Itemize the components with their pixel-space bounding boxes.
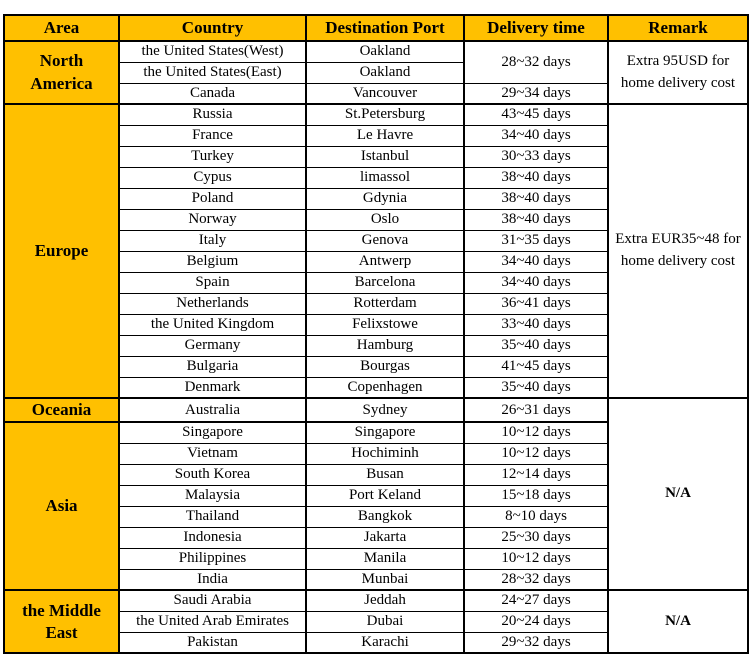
port-cell: Jakarta [306,527,464,548]
country-cell: Malaysia [119,485,306,506]
delivery-cell: 38~40 days [464,167,608,188]
country-cell: Philippines [119,548,306,569]
delivery-cell: 15~18 days [464,485,608,506]
delivery-cell: 33~40 days [464,314,608,335]
delivery-cell: 25~30 days [464,527,608,548]
delivery-cell: 29~34 days [464,83,608,104]
delivery-cell: 38~40 days [464,188,608,209]
country-cell: Singapore [119,422,306,443]
remark-cell-middle-east: N/A [608,590,748,653]
country-cell: the United Arab Emirates [119,611,306,632]
delivery-cell: 34~40 days [464,272,608,293]
delivery-cell: 34~40 days [464,251,608,272]
country-cell: Indonesia [119,527,306,548]
country-cell: Denmark [119,377,306,398]
shipping-delivery-table [3,14,749,654]
port-cell: Copenhagen [306,377,464,398]
port-cell: Busan [306,464,464,485]
delivery-cell: 29~32 days [464,632,608,653]
remark-cell-europe: Extra EUR35~48 for home delivery cost [608,104,748,398]
country-cell: the United States(West) [119,41,306,62]
port-cell: St.Petersburg [306,104,464,125]
table-row [4,41,748,62]
port-cell: Munbai [306,569,464,590]
port-cell: Bourgas [306,356,464,377]
remark-cell-north-america: Extra 95USD for home delivery cost [608,41,748,104]
port-cell: Oakland [306,41,464,62]
country-cell: Thailand [119,506,306,527]
delivery-cell: 35~40 days [464,377,608,398]
header-area: Area [4,15,119,41]
header-country: Country [119,15,306,41]
area-cell-asia: Asia [4,422,119,590]
country-cell: India [119,569,306,590]
port-cell: Sydney [306,398,464,422]
port-cell: Port Keland [306,485,464,506]
table-row [4,590,748,611]
country-cell: France [119,125,306,146]
delivery-cell: 12~14 days [464,464,608,485]
port-cell: Istanbul [306,146,464,167]
country-cell: Italy [119,230,306,251]
delivery-cell: 8~10 days [464,506,608,527]
port-cell: Genova [306,230,464,251]
shipping-table-container [3,14,749,654]
table-header [4,15,748,41]
country-cell: Turkey [119,146,306,167]
delivery-cell: 35~40 days [464,335,608,356]
country-cell: Vietnam [119,443,306,464]
country-cell: Bulgaria [119,356,306,377]
port-cell: Barcelona [306,272,464,293]
delivery-cell: 36~41 days [464,293,608,314]
table-body [4,41,748,653]
table-row [4,398,748,422]
country-cell: Cypus [119,167,306,188]
port-cell: Oslo [306,209,464,230]
delivery-cell: 24~27 days [464,590,608,611]
area-cell-oceania: Oceania [4,398,119,422]
country-cell: Norway [119,209,306,230]
port-cell: Manila [306,548,464,569]
delivery-cell: 28~32 days [464,41,608,83]
country-cell: the United States(East) [119,62,306,83]
country-cell: South Korea [119,464,306,485]
country-cell: Poland [119,188,306,209]
port-cell: Felixstowe [306,314,464,335]
port-cell: Gdynia [306,188,464,209]
delivery-cell: 43~45 days [464,104,608,125]
port-cell: Le Havre [306,125,464,146]
area-cell-europe: Europe [4,104,119,398]
country-cell: Russia [119,104,306,125]
port-cell: Hamburg [306,335,464,356]
delivery-cell: 31~35 days [464,230,608,251]
country-cell: Pakistan [119,632,306,653]
delivery-cell: 41~45 days [464,356,608,377]
delivery-cell: 34~40 days [464,125,608,146]
port-cell: Vancouver [306,83,464,104]
port-cell: Singapore [306,422,464,443]
delivery-cell: 30~33 days [464,146,608,167]
header-delivery-time: Delivery time [464,15,608,41]
country-cell: Germany [119,335,306,356]
country-cell: Canada [119,83,306,104]
delivery-cell: 10~12 days [464,443,608,464]
country-cell: Belgium [119,251,306,272]
country-cell: Spain [119,272,306,293]
country-cell: Netherlands [119,293,306,314]
header-destination-port: Destination Port [306,15,464,41]
table-row [4,104,748,125]
delivery-cell: 20~24 days [464,611,608,632]
area-cell-north-america: North America [4,41,119,104]
port-cell: Oakland [306,62,464,83]
port-cell: Bangkok [306,506,464,527]
area-cell-middle-east: the Middle East [4,590,119,653]
delivery-cell: 38~40 days [464,209,608,230]
header-remark: Remark [608,15,748,41]
country-cell: the United Kingdom [119,314,306,335]
port-cell: Antwerp [306,251,464,272]
port-cell: Hochiminh [306,443,464,464]
country-cell: Saudi Arabia [119,590,306,611]
remark-cell-oceania-asia: N/A [608,398,748,590]
delivery-cell: 10~12 days [464,548,608,569]
delivery-cell: 28~32 days [464,569,608,590]
port-cell: Dubai [306,611,464,632]
delivery-cell: 26~31 days [464,398,608,422]
header-row [4,15,748,41]
port-cell: Rotterdam [306,293,464,314]
port-cell: limassol [306,167,464,188]
country-cell: Australia [119,398,306,422]
delivery-cell: 10~12 days [464,422,608,443]
port-cell: Jeddah [306,590,464,611]
port-cell: Karachi [306,632,464,653]
